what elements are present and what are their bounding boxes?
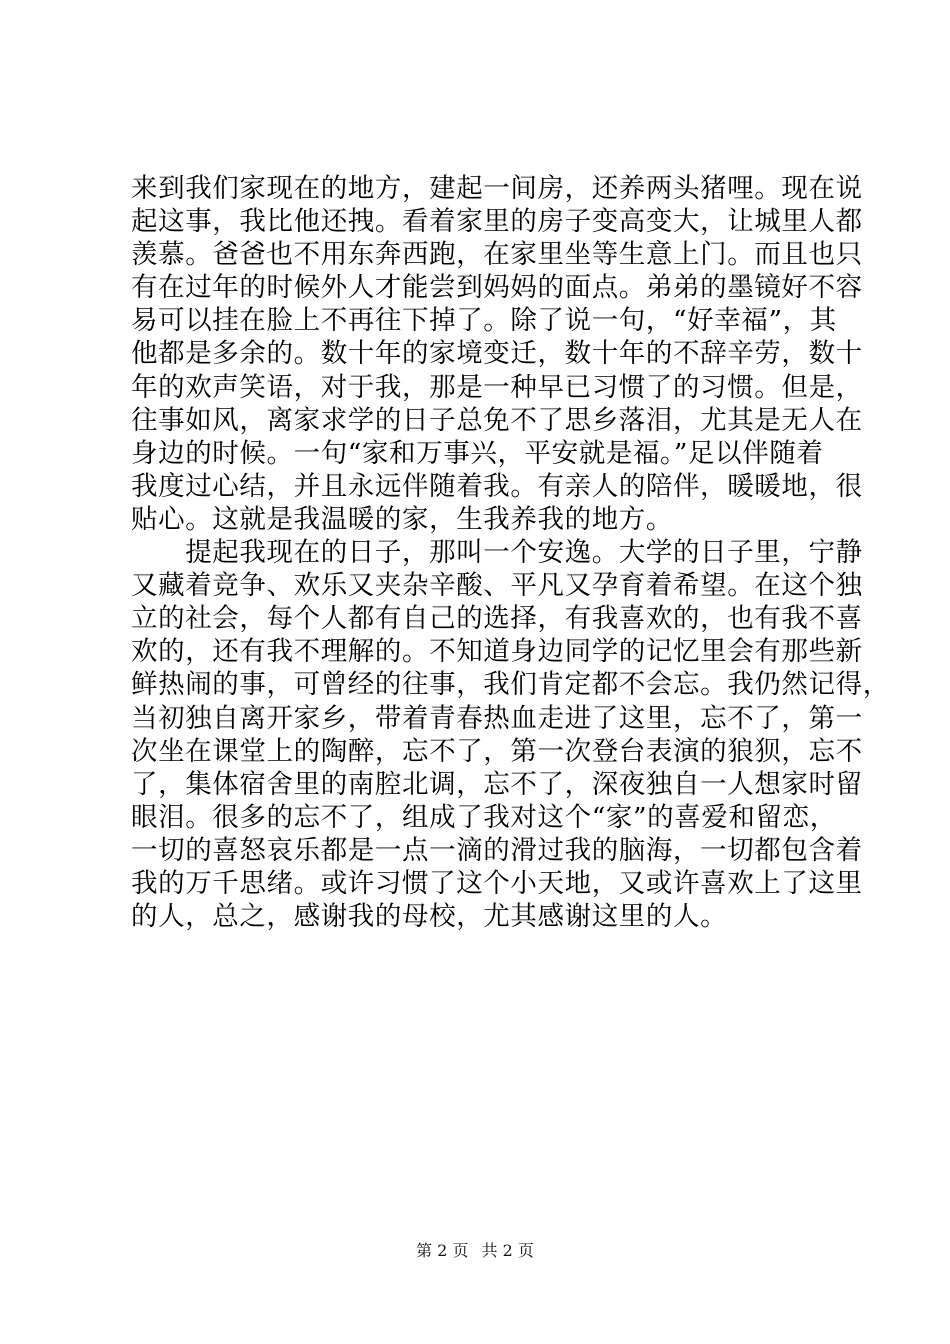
text-line: 眼泪。很多的忘不了，组成了我对这个“家”的喜爱和留恋， bbox=[131, 801, 837, 833]
paragraph-1 bbox=[131, 172, 863, 536]
text-line: 欢的，还有我不理解的。不知道身边同学的记忆里会有那些新 bbox=[131, 636, 863, 668]
text-line: 又藏着竞争、欢乐又夹杂辛酸、平凡又孕育着希望。在这个独 bbox=[131, 570, 863, 602]
page-footer bbox=[0, 1241, 950, 1261]
paragraph-2 bbox=[131, 536, 890, 933]
text-line: 了，集体宿舍里的南腔北调，忘不了，深夜独自一人想家时留 bbox=[131, 768, 863, 800]
text-line: 次坐在课堂上的陶醉，忘不了，第一次登台表演的狼狈，忘不 bbox=[131, 735, 863, 767]
text-line: 身边的时候。一句“家和万事兴，平安就是福。”足以伴随着 bbox=[131, 437, 824, 469]
text-line: 我的万千思绪。或许习惯了这个小天地，又或许喜欢上了这里 bbox=[131, 867, 863, 899]
text-line: 一切的喜怒哀乐都是一点一滴的滑过我的脑海，一切都包含着 bbox=[131, 834, 863, 866]
text-line: 当初独自离开家乡，带着青春热血走进了这里，忘不了，第一 bbox=[131, 702, 863, 734]
text-line: 往事如风，离家求学的日子总免不了思乡落泪，尤其是无人在 bbox=[131, 404, 863, 436]
document-body bbox=[131, 172, 890, 933]
page-number: 第 2 页 bbox=[416, 1241, 469, 1260]
text-line: 的人，总之，感谢我的母校，尤其感谢这里的人。 bbox=[131, 901, 728, 933]
text-line: 鲜热闹的事，可曾经的往事，我们肯定都不会忘。我仍然记得， bbox=[131, 669, 890, 701]
text-line: 他都是多余的。数十年的家境变迁，数十年的不辞辛劳，数十 bbox=[131, 338, 863, 370]
text-line: 年的欢声笑语，对于我，那是一种早已习惯了的习惯。但是， bbox=[131, 371, 863, 403]
text-line: 羡慕。爸爸也不用东奔西跑，在家里坐等生意上门。而且也只 bbox=[131, 239, 863, 271]
text-line: 易可以挂在脸上不再往下掉了。除了说一句，“好幸福”，其 bbox=[131, 305, 837, 337]
text-line: 我度过心结，并且永远伴随着我。有亲人的陪伴，暖暖地，很 bbox=[131, 470, 863, 502]
text-line: 起这事，我比他还拽。看着家里的房子变高变大，让城里人都 bbox=[131, 206, 863, 238]
text-line: 立的社会，每个人都有自己的选择，有我喜欢的，也有我不喜 bbox=[131, 603, 863, 635]
text-line: 贴心。这就是我温暖的家，生我养我的地方。 bbox=[131, 503, 673, 535]
text-line: 来到我们家现在的地方，建起一间房，还养两头猪哩。现在说 bbox=[131, 173, 863, 204]
page-total: 共 2 页 bbox=[481, 1241, 534, 1260]
text-line: 有在过年的时候外人才能尝到妈妈的面点。弟弟的墨镜好不容 bbox=[131, 272, 863, 304]
text-line: 提起我现在的日子，那叫一个安逸。大学的日子里，宁静 bbox=[131, 537, 863, 569]
